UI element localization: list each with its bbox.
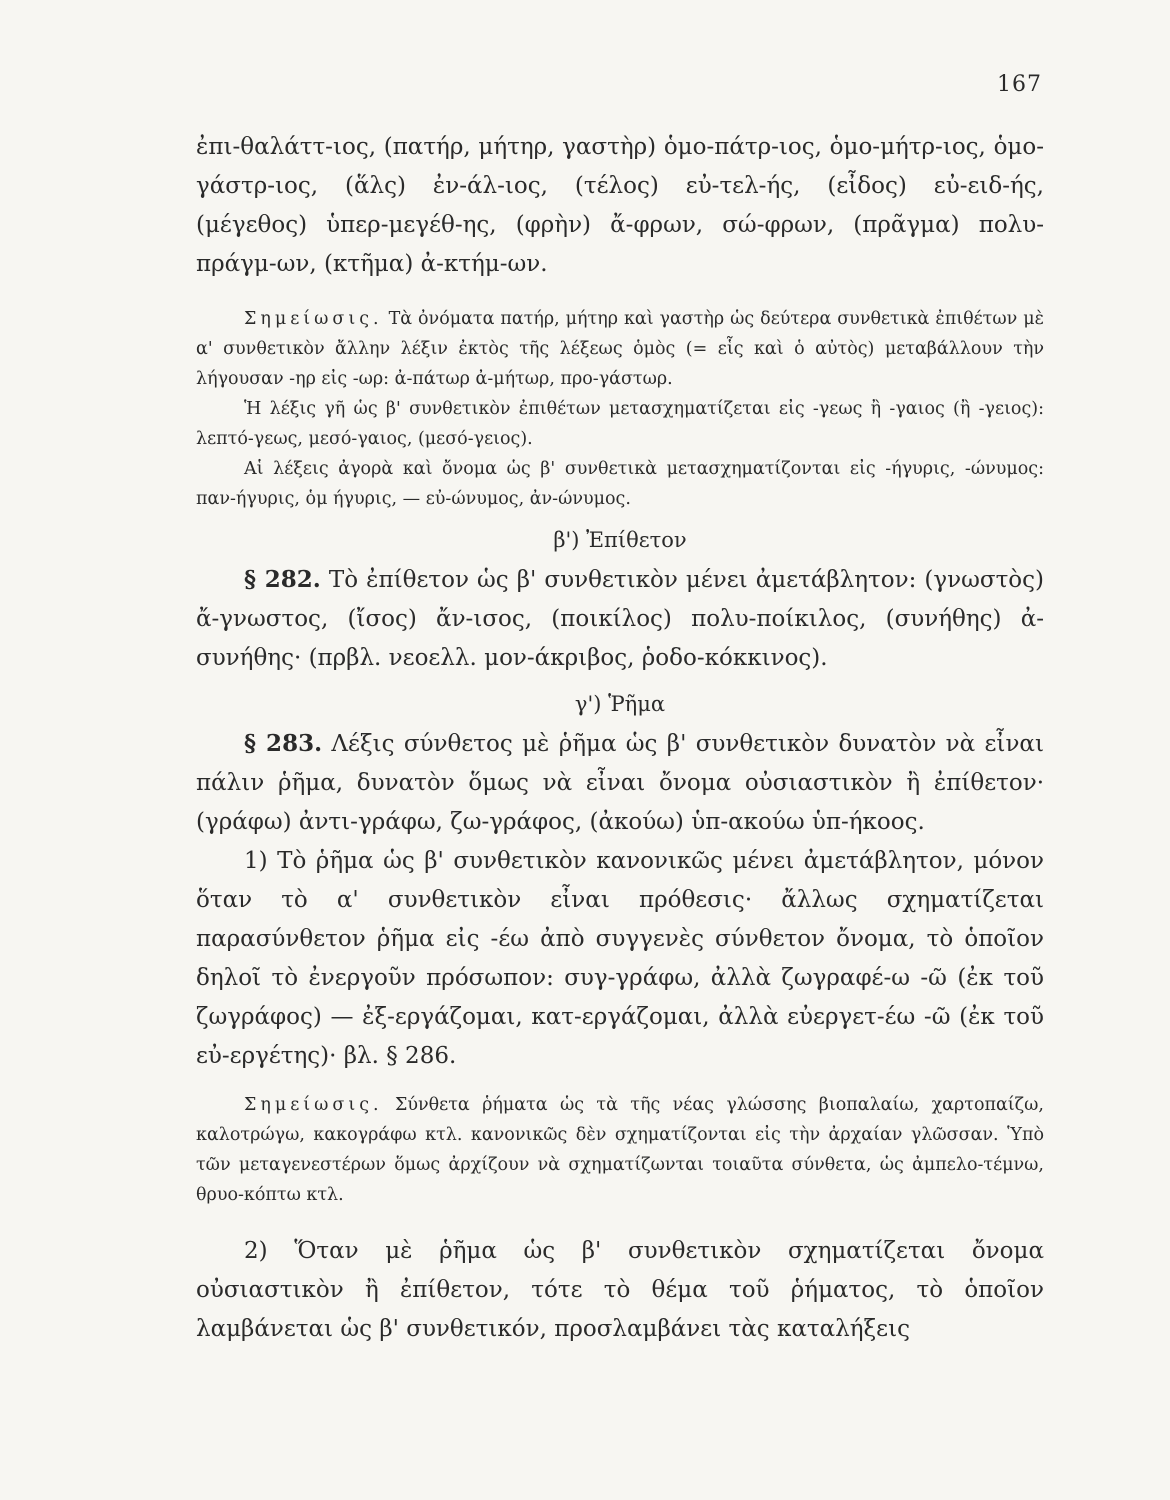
heading-verb: γ') Ῥῆμα — [574, 692, 666, 716]
note-4 — [196, 1090, 1044, 1210]
section-283-text: Λέξις σύνθετος μὲ ῥῆμα ὡς β' συνθετικὸν δυνατὸν νὰ εἶναι πάλιν ῥῆμα, δυνατὸν ὅμως νὰ εἶναι ὄνομα οὐσιαστικὸν ἢ ἐπίθετον· (γράφω) ἀντι-γράφω, ζω-γράφος, (ἀκούω) ὑπ-ακούω ὑπ-ήκοος. — [196, 731, 1044, 835]
page-body — [196, 128, 1044, 1349]
section-283-paragraph — [196, 724, 1044, 842]
section-283-continued — [196, 1232, 1044, 1349]
note-4-section — [196, 1090, 1044, 1210]
section-283-point-1: 1) Τὸ ῥῆμα ὡς β' συνθετικὸν κανονικῶς μένει ἀμετάβλητον, μόνον ὅταν τὸ α' συνθετικὸν εἶναι πρόθεσις· ἄλλως σχηματίζεται παρασύνθετον ῥῆμα εἰς -έω ἀπὸ συγγενὲς σύνθετον ὄνομα, τὸ ὁποῖον δηλοῖ τὸ ἐνεργοῦν πρόσωπον: συγ-γράφω, ἀλλὰ ζωγραφέ-ω -ῶ (ἐκ τοῦ ζωγράφος) — ἐξ-εργάζομαι, κατ-εργάζομαι, ἀλλὰ εὐεργετ-έω -ῶ (ἐκ τοῦ εὐ-εργέτης)· βλ. § 286. — [196, 848, 1044, 1069]
heading-adjective: β') Ἐπίθετον — [553, 528, 687, 552]
section-282-label: § 282. — [244, 566, 321, 593]
section-283-label: § 283. — [244, 730, 323, 757]
paragraph-compounds: ἐπι-θαλάττ-ιος, (πατήρ, μήτηρ, γαστὴρ) ὁμο-πάτρ-ιος, ὁμο-μήτρ-ιος, ὁμο-γάστρ-ιος, (ἅλς) ἐν-άλ-ιος, (τέλος) εὐ-τελ-ής, (εἶδος) εὐ-ειδ-ής, (μέγεθος) ὑπερ-μεγέθ-ης, (φρὴν) ἄ-φρων, σώ-φρων, (πρᾶγμα) πολυ-πράγμ-ων, (κτῆμα) ἀ-κτήμ-ων. — [196, 134, 1044, 277]
note-4-text: Σύνθετα ῥήματα ὡς τὰ τῆς νέας γλώσσης βιοπαλαίω, χαρτοπαίζω, καλοτρώγω, κακογράφω κτλ. κανονικῶς δὲν σχηματίζονται εἰς τὴν ἀρχαίαν γλῶσσαν. Ὑπὸ τῶν μεταγενεστέρων ὅμως ἀρχίζουν νὰ σχηματίζωνται τοιαῦτα σύνθετα, ὡς ἀμπελο-τέμνω, θρυο-κόπτω κτλ. — [196, 1095, 1044, 1205]
note-1-label: Σημείωσις. — [244, 309, 383, 329]
intro-section — [196, 128, 1044, 284]
section-282-paragraph — [196, 560, 1044, 678]
note-4-label: Σημείωσις. — [244, 1095, 383, 1115]
note-3: Αἱ λέξεις ἀγορὰ καὶ ὄνομα ὡς β' συνθετικὰ μετασχηματίζονται εἰς -ήγυρις, -ώνυμος: παν-ήγυρις, ὁμ ήγυρις, — εὐ-ώνυμος, ἀν-ώνυμος. — [196, 459, 1044, 509]
notes-section — [196, 304, 1044, 514]
note-1-text: Τὰ ὀνόματα πατήρ, μήτηρ καὶ γαστὴρ ὡς δεύτερα συνθετικὰ ἐπιθέτων μὲ α' συνθετικὸν ἄλλην λέξιν ἐκτὸς τῆς λέξεως ὁμὸς (= εἷς καὶ ὁ αὐτὸς) μεταβάλλουν τὴν λήγουσαν -ηρ εἰς -ωρ: ἀ-πάτωρ ἀ-μήτωρ, προ-γάστωρ. — [196, 309, 1044, 389]
section-282 — [196, 560, 1044, 678]
section-283 — [196, 724, 1044, 1076]
note-1 — [196, 304, 1044, 394]
note-2: Ἡ λέξις γῆ ὡς β' συνθετικὸν ἐπιθέτων μετασχηματίζεται εἰς -γεως ἢ -γαιος (ἢ -γειος): λεπτό-γεως, μεσό-γαιος, (μεσό-γειος). — [196, 399, 1044, 449]
page-number: 167 — [997, 72, 1042, 97]
section-283-point-2: 2) Ὅταν μὲ ῥῆμα ὡς β' συνθετικὸν σχηματίζεται ὄνομα οὐσιαστικὸν ἢ ἐπίθετον, τότε τὸ θέμα τοῦ ῥήματος, τὸ ὁποῖον λαμβάνεται ὡς β' συνθετικόν, προσλαμβάνει τὰς καταλήξεις — [196, 1238, 1044, 1342]
section-282-text: Τὸ ἐπίθετον ὡς β' συνθετικὸν μένει ἀμετάβλητον: (γνωστὸς) ἄ-γνωστος, (ἴσος) ἄν-ισος, (ποικίλος) πολυ-ποίκιλος, (συνήθης) ἀ-συνήθης· (πρβλ. νεοελλ. μον-άκριβος, ῥοδο-κόκκινος). — [196, 567, 1044, 671]
